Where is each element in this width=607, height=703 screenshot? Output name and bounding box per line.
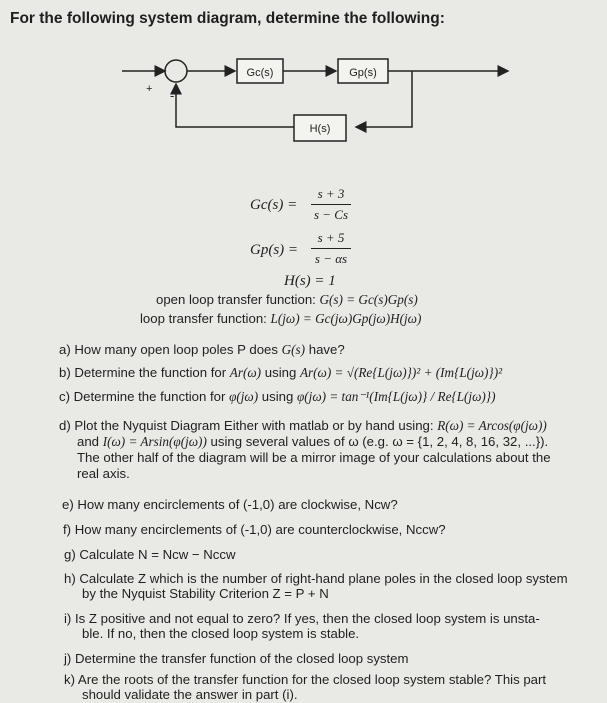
question-d-math2: I(ω) = Arsin(φ(jω)) <box>102 434 207 449</box>
open-loop-label: open loop transfer function: <box>156 292 316 307</box>
loop-expr: L(jω) = Gc(jω)Gp(jω)H(jω) <box>270 311 422 326</box>
block-diagram <box>0 0 607 170</box>
minus-sign: - <box>170 88 175 103</box>
question-c-math2: φ(jω) = tan⁻¹(Im{L(jω)} / Re{L(jω)}) <box>297 389 496 404</box>
open-loop-tf <box>156 292 418 308</box>
question-j: j) Determine the transfer function of the closed loop system <box>64 651 409 666</box>
summing-junction <box>165 60 187 82</box>
gc-numerator: s + 3 <box>317 186 345 201</box>
fraction-bar <box>311 248 351 249</box>
question-b <box>59 365 502 381</box>
question-k-line2: should validate the answer in part (i). <box>82 687 298 702</box>
question-e: e) How many encirclements of (-1,0) are clockwise, Ncw? <box>62 497 398 512</box>
question-c-math1: φ(jω) <box>229 389 259 404</box>
gc-denominator: s − Cs <box>313 207 349 222</box>
gc-lhs: Gc(s) = <box>250 197 298 213</box>
gp-label: Gp(s) <box>349 67 377 79</box>
h-label: H(s) <box>309 123 331 135</box>
question-d-text1: d) Plot the Nyquist Diagram Either with matlab or by hand using: <box>59 418 434 433</box>
question-a-text: a) How many open loop poles P does <box>59 342 278 357</box>
question-a-tail: have? <box>308 342 345 357</box>
gp-block <box>338 59 388 83</box>
question-d-math1: R(ω) = Arcos(φ(jω)) <box>437 418 547 433</box>
gp-fraction <box>311 230 351 267</box>
question-a-math: G(s) <box>281 342 306 357</box>
question-i-line1: i) Is Z positive and not equal to zero? If yes, then the closed loop system is unsta- <box>64 611 540 626</box>
question-d-and: and <box>77 434 100 449</box>
question-g: g) Calculate N = Ncw − Nccw <box>64 547 236 562</box>
question-c-mid: using <box>261 389 294 404</box>
question-b-text: b) Determine the function for <box>59 365 227 380</box>
feedback-path-left <box>176 84 294 127</box>
question-i-line2: ble. If no, then the closed loop system is stable. <box>82 626 360 641</box>
question-h-line1: h) Calculate Z which is the number of right-hand plane poles in the closed loop system <box>64 571 568 586</box>
gc-label: Gc(s) <box>246 67 274 79</box>
gp-numerator: s + 5 <box>317 230 345 245</box>
plus-sign: + <box>146 83 153 95</box>
question-b-math1: Ar(ω) <box>229 365 262 380</box>
question-k-line1: k) Are the roots of the transfer function for the closed loop system stable? This part <box>64 672 547 687</box>
loop-label: loop transfer function: <box>140 311 267 326</box>
h-block <box>294 115 346 141</box>
question-d-line1 <box>59 418 547 434</box>
gp-lhs: Gp(s) = <box>250 242 299 258</box>
page-title: For the following system diagram, determine the following: <box>10 10 445 27</box>
question-f: f) How many encirclements of (-1,0) are counterclockwise, Nccw? <box>63 522 446 537</box>
open-loop-expr: G(s) = Gc(s)Gp(s) <box>319 292 418 307</box>
gc-block <box>237 59 283 83</box>
question-d-line2 <box>77 434 548 450</box>
question-a <box>59 342 345 358</box>
loop-tf <box>140 311 421 327</box>
question-c <box>59 389 495 405</box>
gp-denominator: s − αs <box>314 251 348 266</box>
question-d-text2: using several values of ω (e.g. ω = {1, 2, 4, 8, 16, 32, ...}). <box>210 434 549 449</box>
question-b-mid: using <box>264 365 297 380</box>
fraction-bar <box>311 204 351 205</box>
question-d-line4: real axis. <box>77 466 130 481</box>
question-b-math2: Ar(ω) = √(Re{L(jω)})² + (Im{L(jω)})² <box>299 365 503 380</box>
gc-fraction <box>311 186 351 223</box>
h-equation: H(s) = 1 <box>284 273 336 289</box>
question-c-text: c) Determine the function for <box>59 389 226 404</box>
question-h-line2: by the Nyquist Stability Criterion Z = P + N <box>82 586 329 601</box>
question-d-line3: The other half of the diagram will be a mirror image of your calculations about the <box>77 450 551 465</box>
